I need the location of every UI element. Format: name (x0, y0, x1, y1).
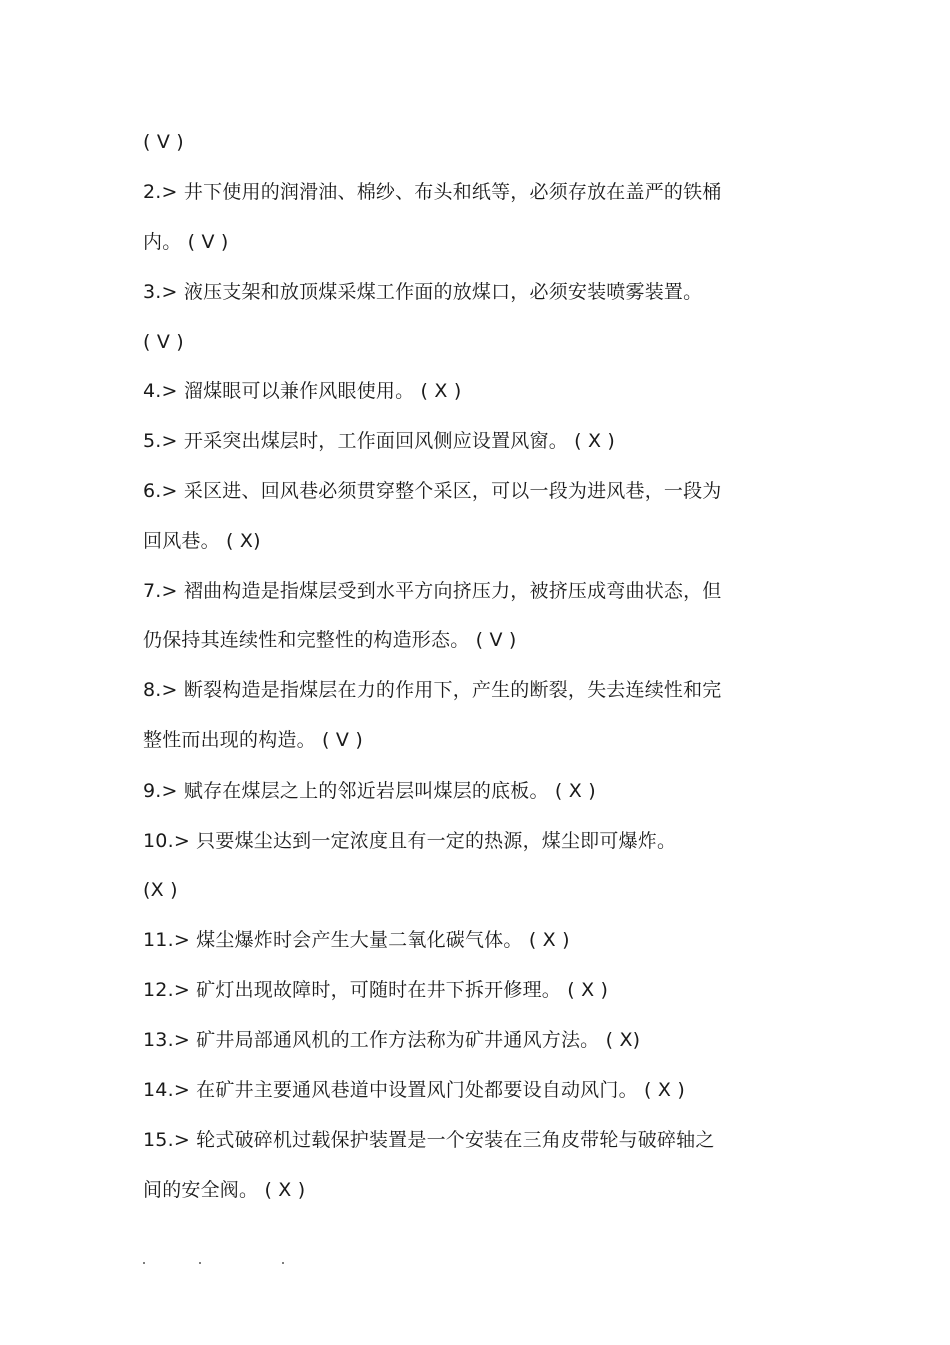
text-line: 2.> 井下使用的润滑油、棉纱、布头和纸等，必须存放在盖严的铁桶 (143, 181, 722, 203)
text-line: 9.> 赋存在煤层之上的邻近岩层叫煤层的底板。 ( X ) (143, 780, 596, 802)
text-line: 回风巷。 ( X) (143, 530, 261, 552)
dot-mark (282, 1262, 284, 1264)
text-line: 11.> 煤尘爆炸时会产生大量二氧化碳气体。 ( X ) (143, 929, 570, 951)
text-line: 14.> 在矿井主要通风巷道中设置风门处都要设自动风门。 ( X ) (143, 1079, 685, 1101)
text-line: 5.> 开采突出煤层时，工作面回风侧应设置风窗。 ( X ) (143, 430, 616, 452)
text-line: 3.> 液压支架和放顶煤采煤工作面的放煤口，必须安装喷雾装置。 (143, 281, 703, 303)
text-line: 7.> 褶曲构造是指煤层受到水平方向挤压力，被挤压成弯曲状态，但 (143, 580, 722, 602)
dot-mark (199, 1262, 201, 1264)
text-line: 仍保持其连续性和完整性的构造形态。 ( V ) (143, 629, 517, 651)
text-line: 13.> 矿井局部通风机的工作方法称为矿井通风方法。 ( X) (143, 1029, 641, 1051)
text-line: 12.> 矿灯出现故障时，可随时在井下拆开修理。 ( X ) (143, 979, 609, 1001)
text-line: 内。 ( V ) (143, 231, 229, 253)
dot-mark (143, 1262, 145, 1264)
text-line: 8.> 断裂构造是指煤层在力的作用下，产生的断裂，失去连续性和完 (143, 679, 722, 701)
text-line: (X ) (143, 879, 178, 901)
text-line: 15.> 轮式破碎机过载保护装置是一个安装在三角皮带轮与破碎轴之 (143, 1129, 715, 1151)
text-line: 6.> 采区进、回风巷必须贯穿整个采区，可以一段为进风巷，一段为 (143, 480, 722, 502)
text-line: 整性而出现的构造。 ( V ) (143, 729, 363, 751)
text-line: 10.> 只要煤尘达到一定浓度且有一定的热源，煤尘即可爆炸。 (143, 830, 677, 852)
text-line: 4.> 溜煤眼可以兼作风眼使用。 ( X ) (143, 380, 462, 402)
text-line: ( V ) (143, 331, 184, 353)
footer-dots (143, 1262, 303, 1272)
text-line: 间的安全阀。 ( X ) (143, 1179, 306, 1201)
text-line: ( V ) (143, 131, 184, 153)
